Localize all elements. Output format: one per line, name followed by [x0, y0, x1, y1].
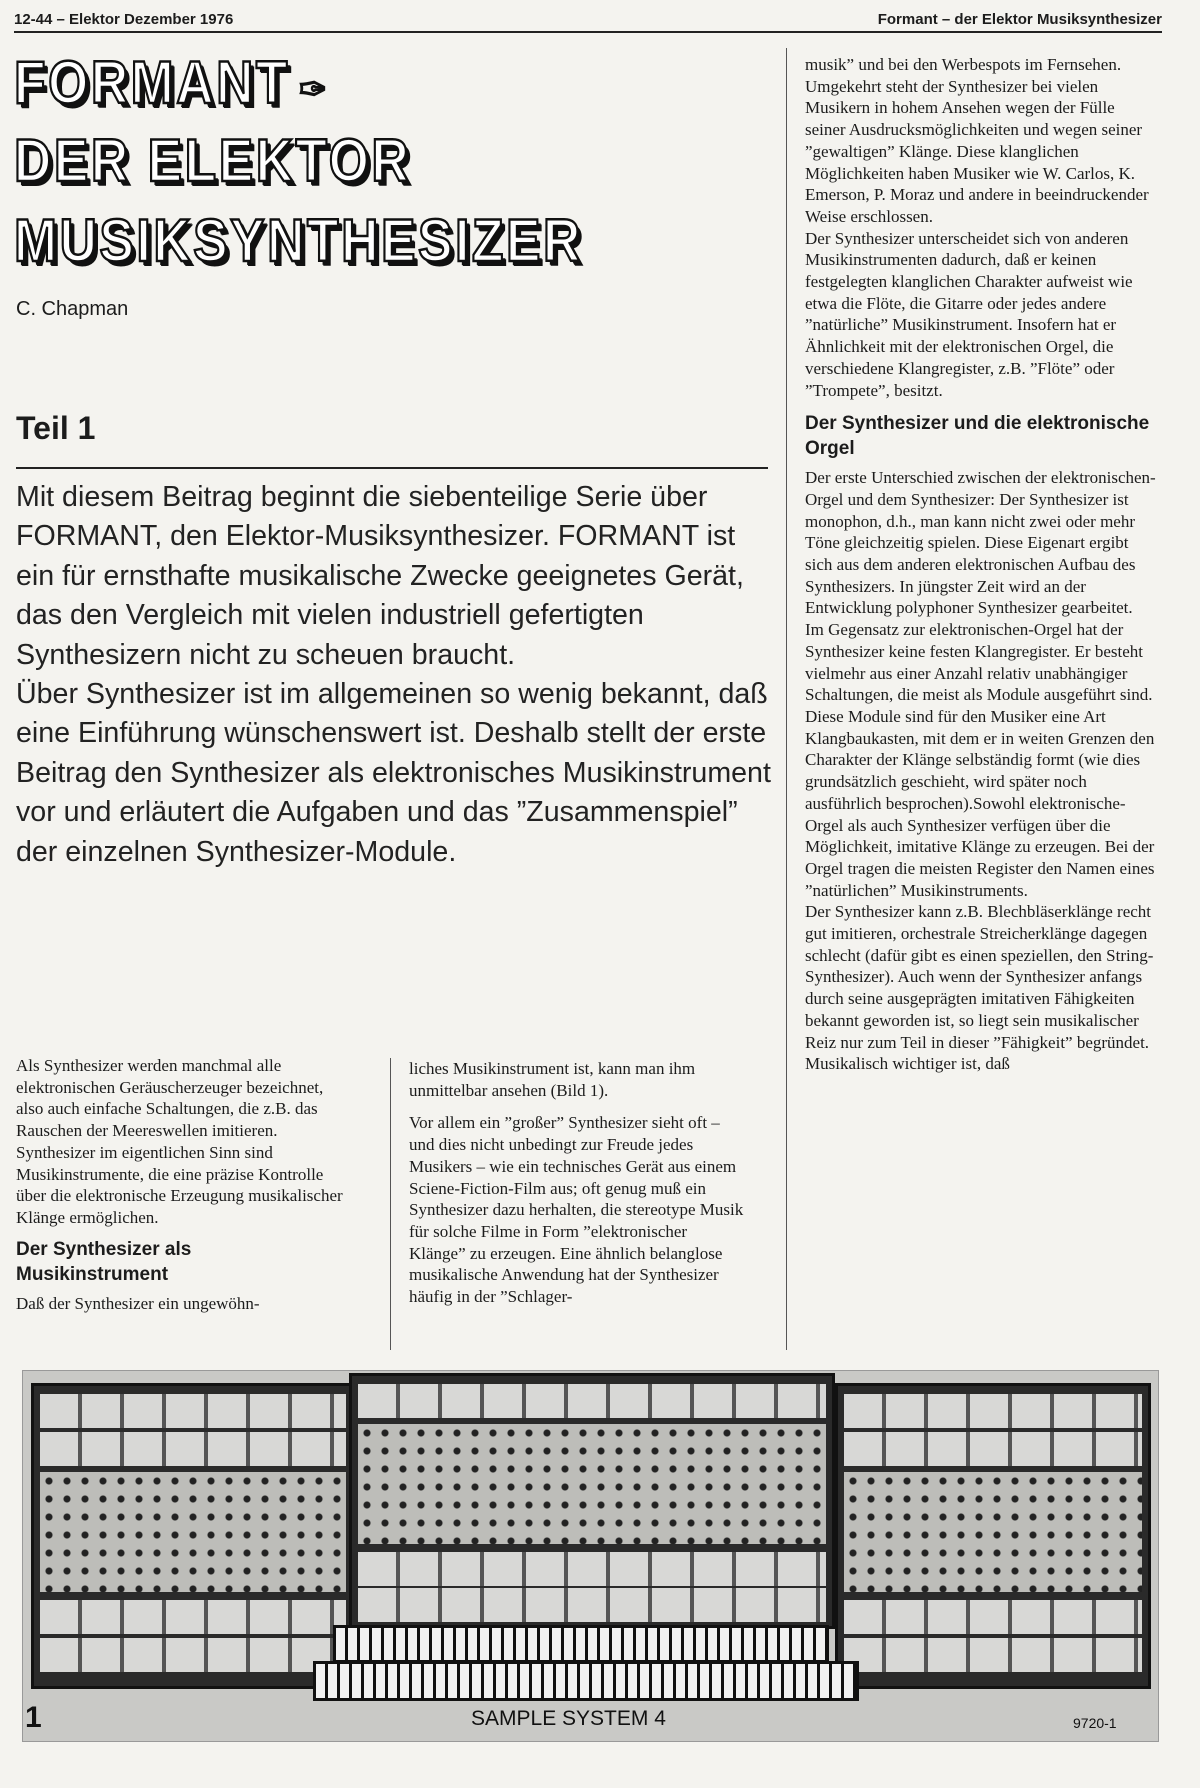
keyboard-lower — [313, 1661, 859, 1701]
paragraph: liches Musikinstrument ist, kann man ihm unmittelbar ansehen (Bild 1). — [409, 1059, 696, 1100]
paragraph: Umgekehrt steht der Synthesizer bei vielen Musikern in hohem Ansehen wegen der Fülle seiner Ausdrucksmöglichkeiten und wegen seiner ”gewaltigen” Klänge. Diese klanglichen Möglichkeiten haben Musiker wie W. Carlos, K. Emerson, P. Moraz und andere in beeindruckender Weise erschlossen. — [805, 76, 1149, 226]
knob-panel — [358, 1424, 826, 1544]
module-row — [844, 1432, 1142, 1466]
title-line-2: DER ELEKTOR — [14, 127, 412, 194]
header-rule — [14, 31, 1162, 33]
column-divider — [390, 1058, 391, 1350]
paragraph: Vor allem ein ”großer” Synthesizer sieht oft – und dies nicht unbedingt zur Freude jedes Musikers – wie ein technisches Gerät aus einem Sciene-Fiction-Film aus; oft genug muß ein Synthesizer dazu herhalten, die stereotype Musik für solche Filme in Form ”elektronischer Klänge” zu erzeugen. Eine ähnlich belanglose musikalische Anwendung hat der Synthesizer häufig in der ”Schlager- — [409, 1113, 744, 1307]
part-rule — [16, 467, 768, 469]
synth-cabinet-center — [349, 1373, 835, 1629]
module-row — [40, 1638, 346, 1672]
module-row — [844, 1394, 1142, 1428]
column-1 — [16, 1055, 348, 1314]
module-row — [358, 1384, 826, 1418]
keyboard-upper — [333, 1625, 829, 1663]
part-heading: Teil 1 — [16, 410, 96, 446]
figure-number: 1 — [25, 1701, 42, 1734]
title-line-3: MUSIKSYNTHESIZER — [14, 207, 583, 274]
column-2 — [409, 1058, 744, 1308]
section-heading: Der Synthesizer als Musikinstrument — [16, 1238, 192, 1285]
paragraph: Als Synthesizer werden manchmal alle elektronischen Geräuscherzeuger bezeichnet, also auch einfache Schaltungen, die z.B. das Rauschen der Meereswellen imitieren. Synthesizer im eigentlichen Sinn sind Musikinstrumente, die eine präzise Kontrolle über die elektronische Erzeugung musikalischer Klänge ermöglichen. — [16, 1056, 343, 1227]
knob-panel — [844, 1472, 1142, 1592]
module-row — [844, 1600, 1142, 1634]
paragraph: musik” und bei den Werbespots im Fernsehen. — [805, 55, 1122, 74]
synth-cabinet-left — [31, 1383, 355, 1689]
paragraph: Der Synthesizer unterscheidet sich von anderen Musikinstrumenten dadurch, daß er keinen festgelegten klanglichen Charakter aufweist wie etwa die Flöte, die Gitarre oder jedes andere ”natürliche” Musikinstrument. Insofern hat er Ähnlichkeit mit der elektronischen Orgel, die verschiedene Klangregister, z.B. ”Flöte” oder ”Trompete”, besitzt. — [805, 228, 1133, 400]
intro-text — [16, 478, 776, 872]
figure-code: 9720-1 — [1073, 1715, 1117, 1731]
paragraph: Der Synthesizer kann z.B. Blechbläserklänge recht gut imitieren, orchestrale Streicherklänge dagegen schlecht (dafür gibt es einen speziellen, den String-Synthesizer). Auch wenn der Synthesizer anfangs durch seine ausgeprägten imitativen Fähigkeiten bekannt geworden ist, so liegt sein musikalischer Reiz nur zum Teil in dieser ”Fähigkeit” begründet. Musikalisch wichtiger ist, daß — [805, 902, 1154, 1074]
module-row — [40, 1394, 346, 1428]
module-row — [40, 1600, 346, 1634]
paragraph: Daß der Synthesizer ein ungewöhn- — [16, 1293, 260, 1313]
module-row — [40, 1432, 346, 1466]
module-row — [844, 1638, 1142, 1672]
running-header-right: Formant – der Elektor Musiksynthesizer — [877, 11, 1162, 28]
title-flourish-icon: ✑ — [298, 68, 331, 112]
figure-label: SAMPLE SYSTEM 4 — [471, 1707, 666, 1730]
paragraph: Der erste Unterschied zwischen der elektronischen-Orgel und dem Synthesizer: Der Synthesizer ist monophon, d.h., man kann nicht zwei oder mehr Töne gleichzeitig spielen. Diese Eigenart ergibt sich aus dem anderen elektronischen Aufbau des Synthesizers. In jüngster Zeit wird an der Entwicklung polyphoner Synthesizer gearbeitet. — [805, 468, 1156, 618]
synthesizer-photo — [22, 1370, 1159, 1742]
synth-cabinet-right — [835, 1383, 1151, 1689]
running-header-left: 12-44 – Elektor Dezember 1976 — [14, 11, 234, 28]
intro-paragraph: Mit diesem Beitrag beginnt die siebenteilige Serie über FORMANT, den Elektor-Musiksynthesizer. FORMANT ist ein für ernsthafte musikalische Zwecke geeignetes Gerät, das den Vergleich mit vielen industriell gefertigten Synthesizern nicht zu scheuen braucht. — [16, 481, 744, 671]
module-row — [358, 1552, 826, 1586]
module-row — [358, 1588, 826, 1622]
intro-paragraph: Über Synthesizer ist im allgemeinen so wenig bekannt, daß eine Einführung wünschenswert ist. Deshalb stellt der erste Beitrag den Synthesizer als elektronisches Musikinstrument vor und erläutert die Aufgaben und das ”Zusammenspiel” der einzelnen Synthesizer-Module. — [16, 678, 771, 868]
column-divider — [786, 48, 787, 1350]
knob-panel — [40, 1472, 346, 1592]
section-heading: Der Synthesizer und die elektronische Orgel — [805, 413, 1150, 460]
column-3 — [805, 54, 1159, 1075]
title-line-1: FORMANT ✑ — [14, 49, 331, 116]
author: C. Chapman — [16, 298, 129, 320]
paragraph: Im Gegensatz zur elektronischen-Orgel hat der Synthesizer keine festen Klangregister. Er besteht vielmehr aus einer Anzahl relativ unabhängiger Schaltungen, die meist als Module ausgeführt sind. Diese Module sind für den Musiker eine Art Klangbaukasten, mit dem er in weiten Grenzen den Charakter der Klänge selbständig formt (wie dies grundsätzlich geschieht, wird später noch ausführlich besprochen).Sowohl elektronische-Orgel als auch Synthesizer verfügen über die Möglichkeit, imitative Klänge zu erzeugen. Bei der Orgel tragen die meisten Register den Namen eines ”natürlichen” Musikinstruments. — [805, 620, 1155, 900]
